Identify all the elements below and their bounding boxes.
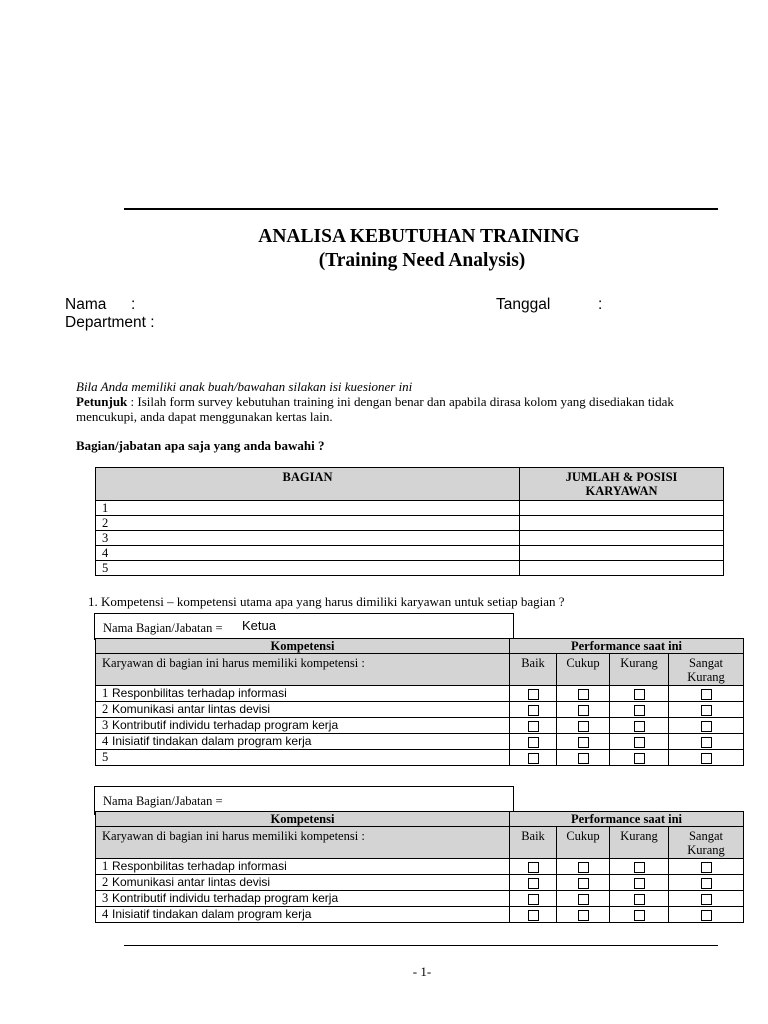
nama-bagian-label-1: Nama Bagian/Jabatan = <box>103 621 223 635</box>
page-number: - 1- <box>412 964 432 979</box>
kompetensi-header-1: Kompetensi <box>96 639 510 654</box>
nama-bagian-value-1: Ketua <box>242 618 276 633</box>
bagian-row[interactable]: 3 <box>96 531 520 546</box>
cell-sangat-kurang <box>669 891 744 907</box>
kompetensi-row <box>96 891 744 907</box>
cell-baik <box>510 702 557 718</box>
kompetensi-item <box>96 718 510 734</box>
checkbox-baik[interactable] <box>528 721 539 732</box>
kompetensi-text: Inisiatif tindakan dalam program kerja <box>112 734 312 748</box>
kompetensi-table-2 <box>95 811 744 923</box>
kompetensi-text: Responbilitas terhadap informasi <box>112 686 287 700</box>
row-number: 1 <box>102 686 109 700</box>
row-number: 3 <box>102 891 109 905</box>
nama-colon: : <box>131 296 136 313</box>
checkbox-baik[interactable] <box>528 878 539 889</box>
col-cukup-1: Cukup <box>557 654 610 686</box>
kompetensi-row <box>96 718 744 734</box>
cell-baik <box>510 750 557 766</box>
jumlah-cell[interactable] <box>520 516 724 531</box>
jumlah-cell[interactable] <box>520 546 724 561</box>
bagian-row[interactable]: 5 <box>96 561 520 576</box>
kompetensi-header-2: Kompetensi <box>96 812 510 827</box>
checkbox-cukup[interactable] <box>578 753 589 764</box>
row-number: 4 <box>102 734 109 748</box>
page-subtitle: (Training Need Analysis) <box>318 250 526 271</box>
kompetensi-text: Kontributif individu terhadap program kerja <box>112 891 339 905</box>
col-baik-1: Baik <box>510 654 557 686</box>
checkbox-sangat-kurang[interactable] <box>701 689 712 700</box>
kompetensi-text: Responbilitas terhadap informasi <box>112 859 287 873</box>
cell-cukup <box>557 702 610 718</box>
kompetensi-item <box>96 891 510 907</box>
cell-baik <box>510 686 557 702</box>
cell-baik <box>510 859 557 875</box>
cell-kurang <box>610 891 669 907</box>
cell-cukup <box>557 891 610 907</box>
tanggal-colon: : <box>598 296 603 313</box>
row-number: 3 <box>102 718 109 732</box>
kompetensi-row <box>96 686 744 702</box>
cell-sangat-kurang <box>669 859 744 875</box>
cell-kurang <box>610 718 669 734</box>
kompetensi-item <box>96 702 510 718</box>
checkbox-cukup[interactable] <box>578 894 589 905</box>
kompetensi-row <box>96 859 744 875</box>
kompetensi-desc-1: Karyawan di bagian ini harus memiliki kompetensi : <box>96 654 510 686</box>
cell-baik <box>510 734 557 750</box>
petunjuk-body-2: mencukupi, anda dapat menggunakan kertas lain. <box>76 409 333 424</box>
checkbox-kurang[interactable] <box>634 689 645 700</box>
performance-header-1: Performance saat ini <box>510 639 744 654</box>
checkbox-kurang[interactable] <box>634 878 645 889</box>
kompetensi-item <box>96 875 510 891</box>
kompetensi-text: Inisiatif tindakan dalam program kerja <box>112 907 312 921</box>
checkbox-sangat-kurang[interactable] <box>701 737 712 748</box>
checkbox-sangat-kurang[interactable] <box>701 910 712 921</box>
jumlah-cell[interactable] <box>520 561 724 576</box>
department-label: Department : <box>65 314 155 331</box>
question-kompetensi: 1. Kompetensi – kompetensi utama apa yang harus dimiliki karyawan untuk setiap bagian ? <box>88 594 565 609</box>
petunjuk-label: Petunjuk <box>76 394 128 409</box>
page-title: ANALISA KEBUTUHAN TRAINING <box>258 226 580 247</box>
checkbox-baik[interactable] <box>528 689 539 700</box>
row-number: 2 <box>102 875 109 889</box>
checkbox-cukup[interactable] <box>578 721 589 732</box>
bagian-header: BAGIAN <box>96 468 520 501</box>
cell-cukup <box>557 875 610 891</box>
kompetensi-text: Kontributif individu terhadap program kerja <box>112 718 339 732</box>
cell-sangat-kurang <box>669 750 744 766</box>
checkbox-kurang[interactable] <box>634 862 645 873</box>
cell-sangat-kurang <box>669 734 744 750</box>
cell-cukup <box>557 718 610 734</box>
bagian-row[interactable]: 2 <box>96 516 520 531</box>
cell-cukup <box>557 750 610 766</box>
jumlah-header: JUMLAH & POSISI KARYAWAN <box>520 468 724 501</box>
cell-kurang <box>610 686 669 702</box>
checkbox-kurang[interactable] <box>634 705 645 716</box>
col-kurang-1: Kurang <box>610 654 669 686</box>
kompetensi-text: Komunikasi antar lintas devisi <box>112 875 271 889</box>
kompetensi-table-1 <box>95 638 744 766</box>
kompetensi-row <box>96 750 744 766</box>
checkbox-baik[interactable] <box>528 862 539 873</box>
cell-baik <box>510 891 557 907</box>
cell-cukup <box>557 907 610 923</box>
kompetensi-item <box>96 750 510 766</box>
checkbox-baik[interactable] <box>528 705 539 716</box>
checkbox-baik[interactable] <box>528 894 539 905</box>
cell-cukup <box>557 686 610 702</box>
bagian-row[interactable]: 4 <box>96 546 520 561</box>
bagian-table <box>95 467 724 576</box>
petunjuk-text <box>76 394 736 424</box>
col-sangat-kurang-2: Sangat Kurang <box>669 827 744 859</box>
col-kurang-2: Kurang <box>610 827 669 859</box>
cell-kurang <box>610 859 669 875</box>
kompetensi-row <box>96 734 744 750</box>
checkbox-cukup[interactable] <box>578 705 589 716</box>
kompetensi-item <box>96 686 510 702</box>
cell-sangat-kurang <box>669 686 744 702</box>
row-number: 2 <box>102 702 109 716</box>
jumlah-cell[interactable] <box>520 501 724 516</box>
checkbox-sangat-kurang[interactable] <box>701 894 712 905</box>
cell-sangat-kurang <box>669 907 744 923</box>
cell-cukup <box>557 859 610 875</box>
checkbox-kurang[interactable] <box>634 894 645 905</box>
checkbox-cukup[interactable] <box>578 862 589 873</box>
nama-label: Nama <box>65 296 107 313</box>
row-number: 4 <box>102 907 109 921</box>
nama-bagian-label-2: Nama Bagian/Jabatan = <box>103 794 223 808</box>
checkbox-sangat-kurang[interactable] <box>701 878 712 889</box>
row-number: 5 <box>102 750 109 764</box>
row-number: 1 <box>102 859 109 873</box>
checkbox-sangat-kurang[interactable] <box>701 705 712 716</box>
kompetensi-item <box>96 859 510 875</box>
kompetensi-row <box>96 875 744 891</box>
footer-rule <box>124 945 718 946</box>
cell-cukup <box>557 734 610 750</box>
col-sangat-kurang-1: Sangat Kurang <box>669 654 744 686</box>
question-bagian: Bagian/jabatan apa saja yang anda bawahi ? <box>76 438 325 453</box>
cell-sangat-kurang <box>669 718 744 734</box>
cell-sangat-kurang <box>669 702 744 718</box>
checkbox-cukup[interactable] <box>578 689 589 700</box>
cell-kurang <box>610 750 669 766</box>
cell-baik <box>510 718 557 734</box>
checkbox-sangat-kurang[interactable] <box>701 862 712 873</box>
petunjuk-body: : Isilah form survey kebutuhan training ini dengan benar dan apabila dirasa kolom yang disediakan tidak <box>127 394 674 409</box>
cell-sangat-kurang <box>669 875 744 891</box>
cell-baik <box>510 875 557 891</box>
checkbox-baik[interactable] <box>528 737 539 748</box>
checkbox-cukup[interactable] <box>578 910 589 921</box>
checkbox-sangat-kurang[interactable] <box>701 753 712 764</box>
checkbox-kurang[interactable] <box>634 721 645 732</box>
checkbox-kurang[interactable] <box>634 753 645 764</box>
intro-line: Bila Anda memiliki anak buah/bawahan silakan isi kuesioner ini <box>76 379 413 394</box>
cell-kurang <box>610 907 669 923</box>
checkbox-cukup[interactable] <box>578 737 589 748</box>
kompetensi-row <box>96 907 744 923</box>
checkbox-cukup[interactable] <box>578 878 589 889</box>
checkbox-sangat-kurang[interactable] <box>701 721 712 732</box>
cell-kurang <box>610 702 669 718</box>
cell-kurang <box>610 875 669 891</box>
kompetensi-row <box>96 702 744 718</box>
kompetensi-item <box>96 907 510 923</box>
kompetensi-item <box>96 734 510 750</box>
col-cukup-2: Cukup <box>557 827 610 859</box>
cell-kurang <box>610 734 669 750</box>
checkbox-baik[interactable] <box>528 910 539 921</box>
col-baik-2: Baik <box>510 827 557 859</box>
tanggal-label: Tanggal <box>496 296 551 313</box>
cell-baik <box>510 907 557 923</box>
nama-bagian-box-1[interactable] <box>94 613 514 640</box>
jumlah-cell[interactable] <box>520 531 724 546</box>
kompetensi-text: Komunikasi antar lintas devisi <box>112 702 271 716</box>
checkbox-baik[interactable] <box>528 753 539 764</box>
kompetensi-desc-2: Karyawan di bagian ini harus memiliki kompetensi : <box>96 827 510 859</box>
header-rule <box>124 208 718 210</box>
checkbox-kurang[interactable] <box>634 737 645 748</box>
performance-header-2: Performance saat ini <box>510 812 744 827</box>
checkbox-kurang[interactable] <box>634 910 645 921</box>
bagian-row[interactable]: 1 <box>96 501 520 516</box>
